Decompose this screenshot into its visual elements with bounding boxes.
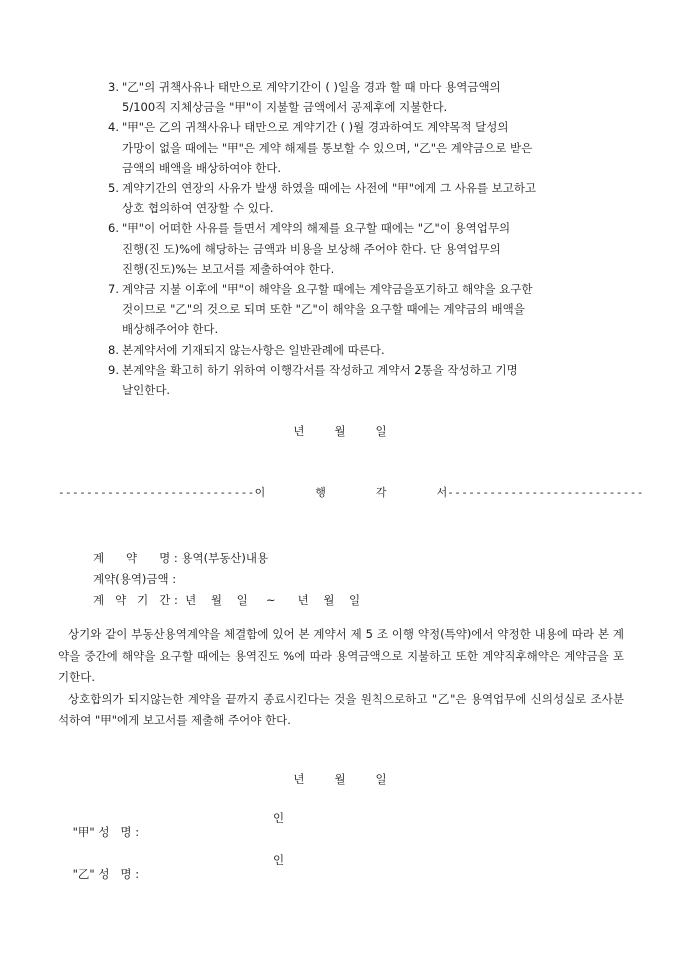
signature-label: "乙" 성 명 :	[72, 867, 140, 881]
signature-party-eul	[58, 852, 358, 910]
contract-date	[0, 423, 680, 439]
clause-number: 9.	[108, 362, 119, 377]
clause-line: 가망이 없을 때에는 "甲"은 계약 해제를 통보할 수 있으며, "乙"은 계약금으로 받은	[122, 140, 533, 155]
clause-4	[108, 117, 628, 178]
clause-line: "甲"이 어떠한 사유를 들면서 계약의 해제를 요구할 때에는 "乙"이 용역업무의	[122, 221, 511, 236]
clause-line: 진행(진 도)%에 해당하는 금액과 비용을 보상해 주어야 한다. 단 용역업무의	[122, 241, 501, 256]
clause-list	[108, 77, 628, 400]
clause-line: 배상해주어야 한다.	[122, 322, 219, 337]
date-month: 월	[334, 772, 346, 786]
contract-amount-row: 계약(용역)금액 :	[93, 572, 177, 586]
clause-8	[108, 340, 628, 360]
contract-period-row: 계 약 기 간 : 년 월 일 ~ 년 월 일	[93, 593, 361, 607]
clause-line: 상호 협의하여 연장할 수 있다.	[122, 201, 274, 216]
divider-right: ----------------------------	[447, 486, 644, 499]
section-divider	[58, 484, 644, 500]
clause-line: 날인한다.	[122, 383, 171, 398]
clause-number: 6.	[108, 221, 119, 236]
clause-9	[108, 360, 628, 400]
memorandum-body	[58, 624, 624, 732]
divider-left: ----------------------------	[58, 486, 255, 499]
clause-7	[108, 279, 628, 340]
contract-info	[93, 548, 493, 611]
date-day: 일	[375, 772, 387, 786]
divider-title-char: 이	[254, 486, 266, 499]
body-paragraph: 상기와 같이 부동산용역계약을 체결함에 있어 본 계약서 제 5 조 이행 약정(특약)에서 약정한 내용에 따라 본 계약을 중간에 해약을 요구할 때에는 용역진도 %에 따라 용역금액으로 지불하고 또한 계약직후해약은 계약금을 포기한다.	[58, 627, 624, 684]
date-day: 일	[375, 424, 387, 438]
clause-6	[108, 218, 628, 279]
memorandum-date	[0, 771, 680, 787]
body-paragraph: 상호합의가 되지않는한 계약을 끝까지 종료시킨다는 것을 원칙으로하고 "乙"은 용역업무에 신의성실로 조사분석하여 "甲"에게 보고서를 제출해 주어야 한다.	[58, 691, 624, 727]
seal-mark: 인	[273, 811, 285, 825]
date-month: 월	[334, 424, 346, 438]
clause-line: 것이므로 "乙"의 것으로 되며 또한 "乙"이 해약을 요구할 때에는 계약금의 배액을	[122, 302, 525, 317]
clause-5	[108, 178, 628, 218]
clause-number: 7.	[108, 282, 119, 297]
contract-name-row: 계 약 명 : 용역(부동산)내용	[93, 551, 269, 565]
clause-line: "乙"의 귀책사유나 태만으로 계약기간이 ( )일을 경과 할 때 마다 용역금액의	[122, 80, 501, 94]
clause-line: 본계약서에 기재되지 않는사항은 일반관례에 따른다.	[122, 342, 385, 357]
divider-title-char: 각	[375, 486, 387, 499]
clause-line: 진행(진도)%는 보고서를 제출하여야 한다.	[122, 261, 335, 276]
date-year: 년	[293, 424, 305, 438]
clause-3	[108, 77, 628, 117]
seal-mark: 인	[273, 853, 285, 867]
clause-line: 5/100직 지체상금을 "甲"이 지불할 금액에서 공제후에 지불한다.	[122, 100, 448, 115]
clause-number: 8.	[108, 342, 119, 357]
clause-line: 본계약을 확고히 하기 위하여 이행각서를 작성하고 계약서 2통을 작성하고 기명	[122, 362, 518, 377]
divider-title-char: 서	[436, 486, 448, 499]
clause-line: 금액의 배액을 배상하여야 한다.	[122, 160, 282, 175]
clause-number: 5.	[108, 181, 119, 196]
clause-line: 계약금 지불 이후에 "甲"이 해약을 요구할 때에는 계약금을포기하고 해약을 요구한	[122, 282, 533, 297]
signature-label: "甲" 성 명 :	[72, 825, 140, 839]
clause-number: 3.	[108, 80, 119, 94]
date-year: 년	[293, 772, 305, 786]
divider-title-char: 행	[315, 486, 326, 499]
clause-line: "甲"은 乙의 귀책사유나 태만으로 계약기간 ( )월 경과하여도 계약목적 달성의	[122, 120, 509, 135]
clause-number: 4.	[108, 120, 119, 135]
clause-line: 계약기간의 연장의 사유가 발생 하였을 때에는 사전에 "甲"에게 그 사유를 보고하고	[122, 181, 537, 196]
